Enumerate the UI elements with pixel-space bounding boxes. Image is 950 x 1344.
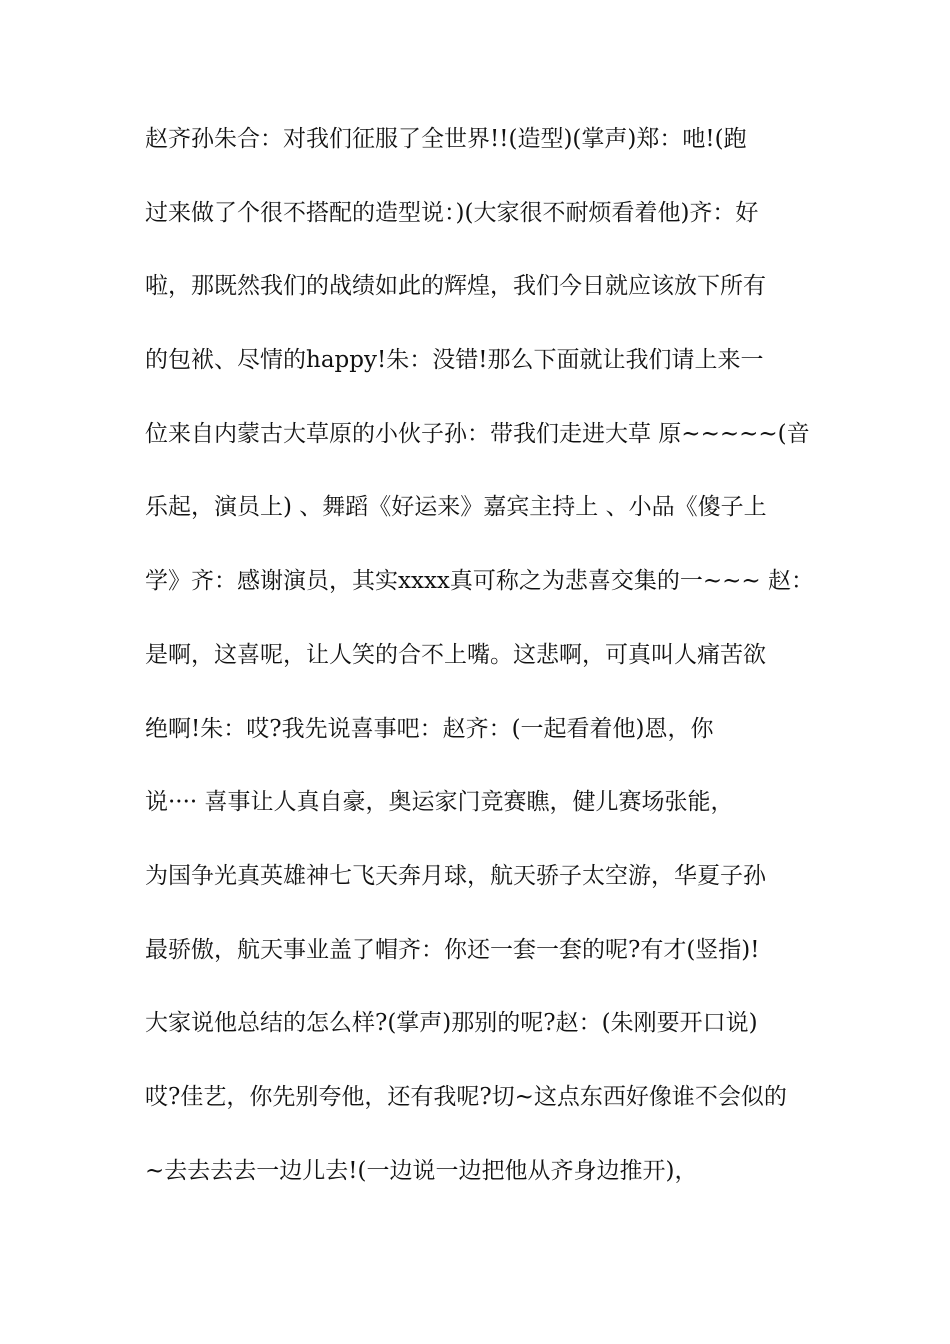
text-line: 说···· 喜事让人真自豪，奥运家门竞赛瞧，健儿赛场张能，: [145, 789, 734, 816]
text-line: 的包袱、尽情的happy!朱：没错!那么下面就让我们请上来一: [145, 347, 764, 374]
text-line: 过来做了个很不搭配的造型说：)(大家很不耐烦看着他)齐：好: [145, 199, 759, 226]
text-line: 啦，那既然我们的战绩如此的辉煌，我们今日就应该放下所有: [145, 273, 766, 300]
text-line: 哎?佳艺，你先别夸他，还有我呢?切~这点东西好像谁不会似的: [145, 1083, 787, 1110]
text-line: 绝啊!朱：哎?我先说喜事吧：赵齐：(一起看着他)恩，你: [145, 715, 714, 742]
text-line: 赵齐孙朱合：对我们征服了全世界!!(造型)(掌声)郑：吔!(跑: [145, 126, 747, 152]
text-line: 乐起，演员上) 、舞蹈《好运来》嘉宾主持上 、小品《傻子上: [145, 494, 767, 521]
body-text: [145, 125, 825, 1230]
text-line: 位来自内蒙古大草原的小伙子孙：带我们走进大草 原~~~~~(音: [145, 420, 810, 447]
text-line: 最骄傲，航天事业盖了帽齐：你还一套一套的呢?有才(竖指)!: [145, 936, 760, 963]
text-line: 大家说他总结的怎么样?(掌声)那别的呢?赵：(朱刚要开口说): [145, 1010, 758, 1037]
text-line: 学》齐：感谢演员，其实xxxx真可称之为悲喜交集的一~~~ 赵：: [145, 568, 815, 595]
text-line: ~去去去去一边儿去!(一边说一边把他从齐身边推开)，: [145, 1157, 698, 1184]
text-line: 为国争光真英雄神七飞天奔月球，航天骄子太空游，华夏子孙: [145, 862, 766, 889]
text-line: 是啊，这喜呢，让人笑的合不上嘴。这悲啊，可真叫人痛苦欲: [145, 641, 766, 668]
